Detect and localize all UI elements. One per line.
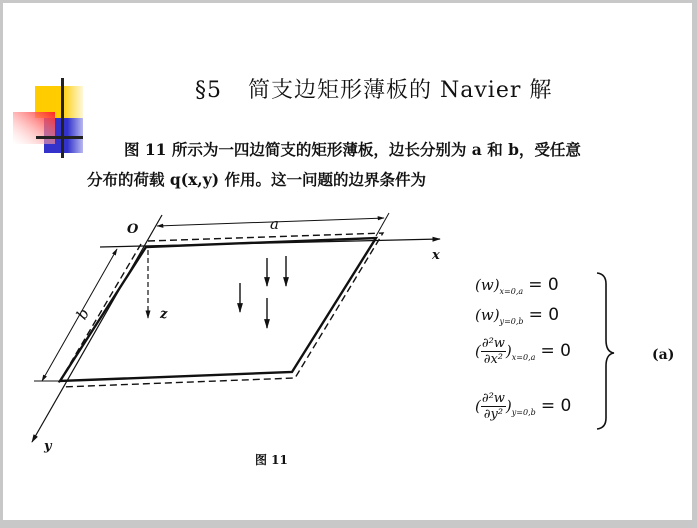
slide: [3, 3, 692, 520]
equation-tag: (a): [652, 347, 675, 363]
origin-label: O: [127, 222, 139, 237]
section-number: §5: [195, 78, 222, 103]
paragraph-line-2: 分布的荷载 q(x,y) 作用。这一问题的边界条件为: [87, 170, 426, 189]
boundary-eq-4: ( $\frac{\text{∂²w}}{\text{∂y²}}$ )$_{y=0,b} = 0$: [475, 391, 572, 422]
a-dimension-label: a: [270, 215, 279, 233]
b-dimension-label: b: [72, 305, 94, 323]
figure-caption: 图 11: [255, 453, 288, 467]
title-text: 简支边矩形薄板的 Navier 解: [248, 78, 553, 103]
boundary-eq-1: $(w)_{x=0,a} = 0$: [475, 275, 559, 296]
paragraph-line-1: 图 11 所示为一四边简支的矩形薄板，边长分别为 a 和 b，受任意: [124, 140, 581, 159]
boundary-eq-3: ( $\frac{\text{∂²w}}{\text{∂x²}}$ )$_{x=0,a} = 0$: [475, 336, 571, 367]
y-axis-label: y: [44, 439, 52, 454]
z-axis-label: z: [160, 307, 168, 322]
boundary-eq-2: $(w)_{y=0,b} = 0$: [475, 305, 560, 326]
brace-icon: [3, 3, 692, 520]
x-axis-label: x: [432, 248, 440, 263]
